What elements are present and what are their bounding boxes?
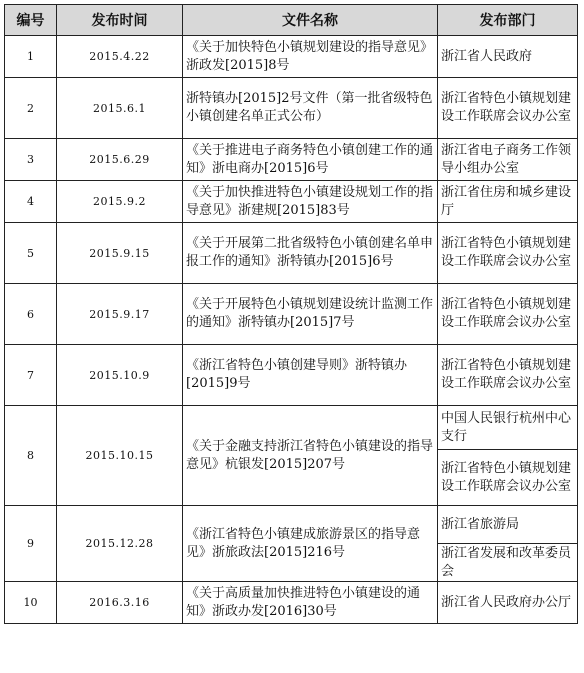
cell-document-name: 《关于开展特色小镇规划建设统计监测工作的通知》浙特镇办[2015]7号	[183, 284, 438, 345]
table-row	[5, 284, 578, 345]
table-row	[5, 345, 578, 406]
cell-number: 9	[5, 506, 57, 582]
cell-release-date: 2015.4.22	[57, 36, 183, 78]
cell-number: 7	[5, 345, 57, 406]
policy-table-wrapper	[4, 4, 578, 624]
table-row	[5, 406, 578, 450]
cell-issuing-department: 浙江省人民政府办公厅	[438, 582, 578, 624]
policy-documents-table	[4, 4, 578, 624]
cell-issuing-department: 浙江省发展和改革委员会	[438, 544, 578, 582]
table-row	[5, 506, 578, 544]
cell-issuing-department: 浙江省住房和城乡建设厅	[438, 181, 578, 223]
cell-number: 6	[5, 284, 57, 345]
cell-document-name: 浙特镇办[2015]2号文件（第一批省级特色小镇创建名单正式公布）	[183, 78, 438, 139]
cell-release-date: 2015.9.15	[57, 223, 183, 284]
cell-document-name: 《关于推进电子商务特色小镇创建工作的通知》浙电商办[2015]6号	[183, 139, 438, 181]
cell-number: 4	[5, 181, 57, 223]
table-row	[5, 181, 578, 223]
table-header-row	[5, 5, 578, 36]
cell-issuing-department: 浙江省特色小镇规划建设工作联席会议办公室	[438, 345, 578, 406]
cell-release-date: 2016.3.16	[57, 582, 183, 624]
cell-document-name: 《关于加快特色小镇规划建设的指导意见》浙政发[2015]8号	[183, 36, 438, 78]
cell-number: 8	[5, 406, 57, 506]
cell-number: 10	[5, 582, 57, 624]
cell-number: 1	[5, 36, 57, 78]
cell-release-date: 2015.6.29	[57, 139, 183, 181]
header-document-name: 文件名称	[183, 5, 438, 36]
cell-document-name: 《关于高质量加快推进特色小镇建设的通知》浙政办发[2016]30号	[183, 582, 438, 624]
cell-document-name: 《关于金融支持浙江省特色小镇建设的指导意见》杭银发[2015]207号	[183, 406, 438, 506]
cell-issuing-department: 浙江省特色小镇规划建设工作联席会议办公室	[438, 78, 578, 139]
table-row	[5, 78, 578, 139]
cell-issuing-department: 浙江省特色小镇规划建设工作联席会议办公室	[438, 450, 578, 506]
cell-issuing-department: 浙江省特色小镇规划建设工作联席会议办公室	[438, 223, 578, 284]
cell-release-date: 2015.9.2	[57, 181, 183, 223]
cell-document-name: 《浙江省特色小镇建成旅游景区的指导意见》浙旅政法[2015]216号	[183, 506, 438, 582]
header-issuing-department: 发布部门	[438, 5, 578, 36]
cell-issuing-department: 浙江省旅游局	[438, 506, 578, 544]
cell-document-name: 《关于加快推进特色小镇建设规划工作的指导意见》浙建规[2015]83号	[183, 181, 438, 223]
cell-release-date: 2015.9.17	[57, 284, 183, 345]
cell-issuing-department: 浙江省电子商务工作领导小组办公室	[438, 139, 578, 181]
table-row	[5, 223, 578, 284]
table-row	[5, 36, 578, 78]
table-row	[5, 582, 578, 624]
cell-document-name: 《关于开展第二批省级特色小镇创建名单申报工作的通知》浙特镇办[2015]6号	[183, 223, 438, 284]
header-number: 编号	[5, 5, 57, 36]
cell-number: 3	[5, 139, 57, 181]
cell-document-name: 《浙江省特色小镇创建导则》浙特镇办[2015]9号	[183, 345, 438, 406]
table-body	[5, 36, 578, 624]
header-release-date: 发布时间	[57, 5, 183, 36]
table-row	[5, 139, 578, 181]
cell-release-date: 2015.12.28	[57, 506, 183, 582]
cell-issuing-department: 中国人民银行杭州中心支行	[438, 406, 578, 450]
cell-number: 2	[5, 78, 57, 139]
cell-number: 5	[5, 223, 57, 284]
cell-issuing-department: 浙江省特色小镇规划建设工作联席会议办公室	[438, 284, 578, 345]
cell-issuing-department: 浙江省人民政府	[438, 36, 578, 78]
cell-release-date: 2015.10.9	[57, 345, 183, 406]
cell-release-date: 2015.10.15	[57, 406, 183, 506]
cell-release-date: 2015.6.1	[57, 78, 183, 139]
